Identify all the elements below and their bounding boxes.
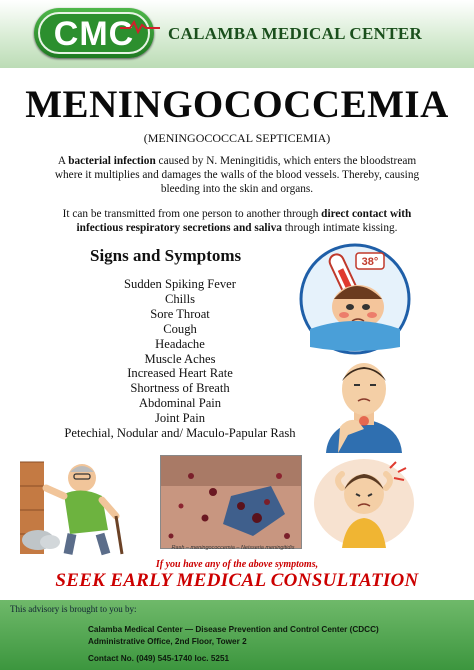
transmission-paragraph: [48, 207, 426, 235]
p1-text-c: caused by N. Meningitidis, which enters the bloodstream where it multiplies and damages the walls of the blood vessels. Thereby, causing bleeding into the skin and organs.: [54, 155, 420, 195]
heartbeat-icon: [120, 20, 160, 34]
p2-text-a: It can be transmitted from one person to another through: [62, 208, 322, 220]
p1-text-a: A: [57, 155, 69, 167]
symptom-item: Joint Pain: [154, 411, 206, 426]
photo-caption: Rash – meningococcemia – Neisseria meningitidis: [171, 545, 295, 551]
symptom-item: Shortness of Breath: [130, 381, 230, 396]
symptom-item: Petechial, Nodular and/ Maculo-Papular Rash: [64, 426, 296, 441]
logo-text: CMC: [53, 15, 135, 53]
footer-organization: Calamba Medical Center — Disease Prevention and Control Center (CDCC): [88, 625, 379, 634]
fever-child-illustration: [296, 243, 414, 355]
signs-heading: Signs and Symptoms: [90, 246, 242, 265]
rash-photo-image: [161, 456, 301, 548]
symptom-item: Headache: [155, 336, 205, 351]
p2-emphasis: direct contact with infectious respiratory secretions and saliva: [76, 208, 412, 234]
symptom-list: [30, 277, 330, 441]
p2-text-c: through intimate kissing.: [281, 222, 398, 234]
p1-emphasis: bacterial infection: [68, 155, 156, 167]
symptom-item: Chills: [164, 291, 196, 306]
thermometer-label: 38°: [361, 256, 379, 268]
aching-man-illustration: [16, 456, 140, 556]
rash-photo: [160, 455, 302, 549]
headache-child-illustration: [312, 458, 416, 548]
footer-address: Administrative Office, 2nd Floor, Tower 2: [88, 637, 247, 646]
center-name: CALAMBA MEDICAL CENTER: [168, 24, 423, 43]
page-title: MENINGOCOCCEMIA: [25, 83, 449, 126]
symptom-item: Increased Heart Rate: [127, 366, 233, 381]
header-banner: [0, 0, 474, 68]
footer-intro: This advisory is brought to you by:: [10, 604, 137, 614]
sore-throat-illustration: [318, 355, 410, 453]
page-subtitle: (MENINGOCOCCAL SEPTICEMIA): [143, 131, 331, 145]
symptom-item: Sore Throat: [150, 306, 210, 321]
symptom-item: Cough: [163, 321, 197, 336]
symptom-item: Abdominal Pain: [138, 396, 222, 411]
description-paragraph: [48, 154, 426, 196]
consultation-callout: SEEK EARLY MEDICAL CONSULTATION: [55, 570, 419, 591]
symptom-prompt: If you have any of the above symptoms,: [155, 559, 319, 570]
symptom-item: Muscle Aches: [144, 351, 216, 366]
footer-contact: Contact No. (049) 545-1740 loc. 5251: [88, 654, 230, 663]
symptom-item: Sudden Spiking Fever: [124, 277, 236, 291]
